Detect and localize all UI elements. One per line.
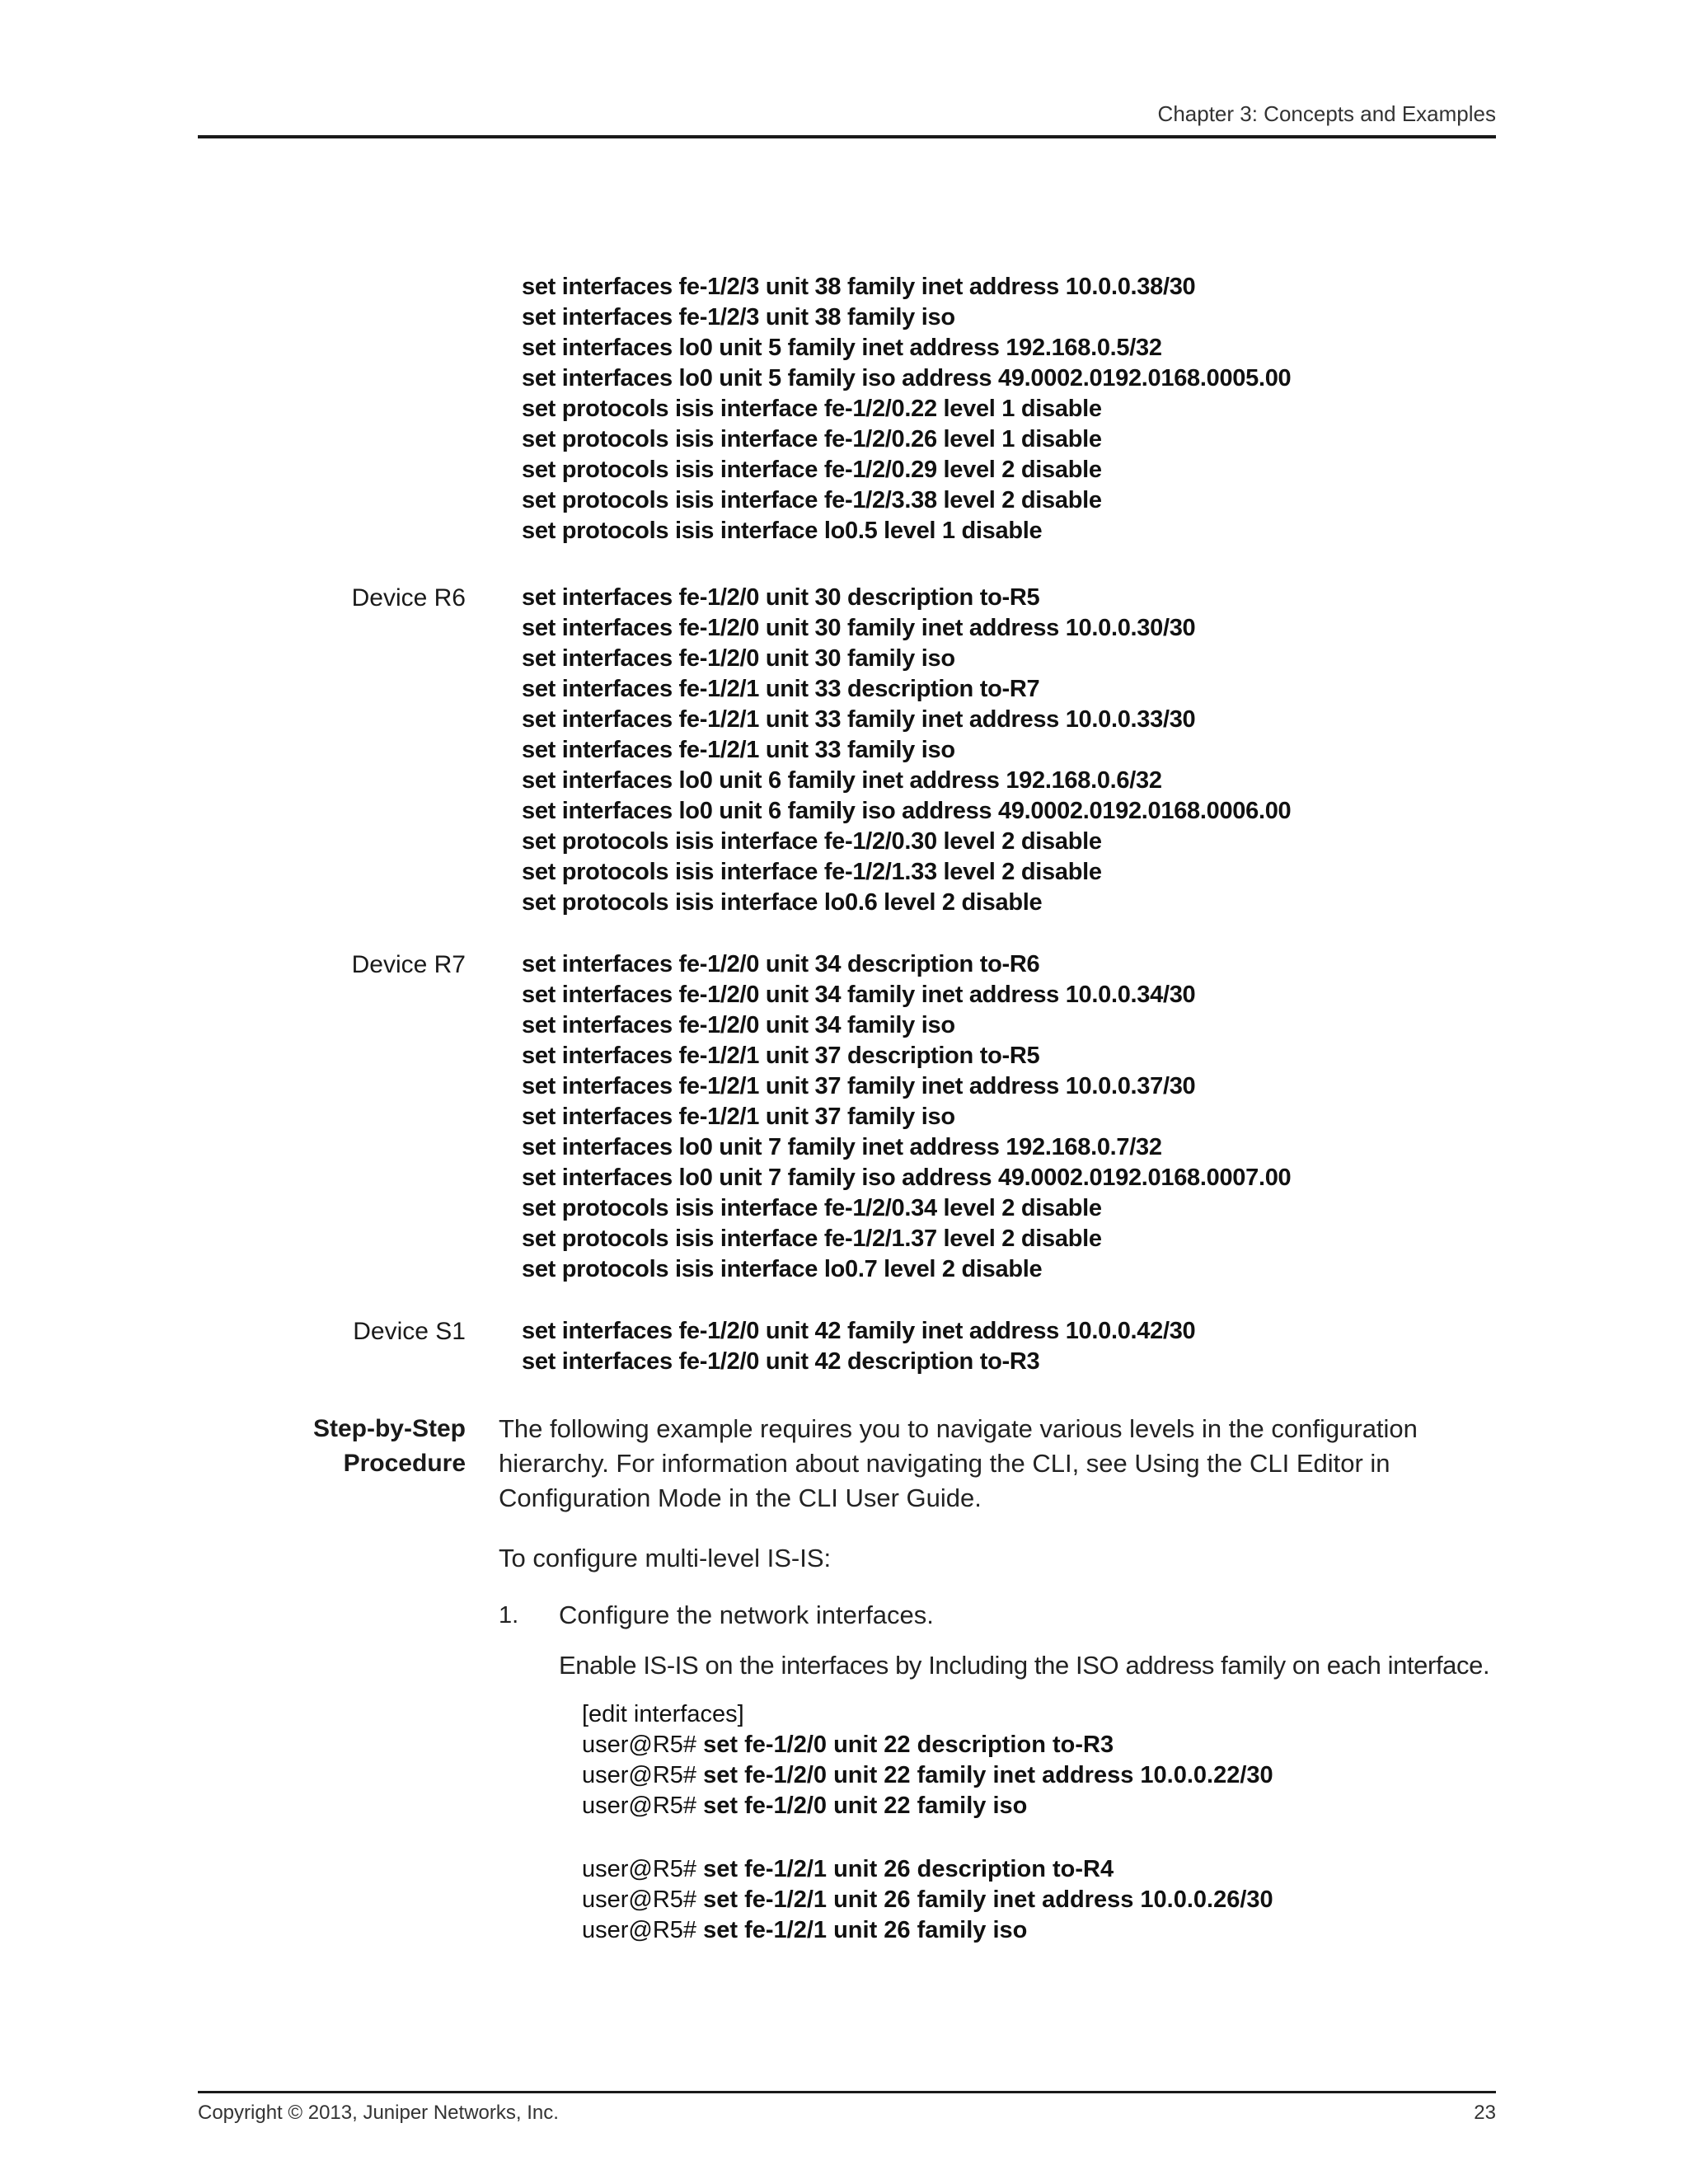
step-number: 1. [499, 1602, 519, 1629]
procedure-label [235, 1412, 466, 1481]
cli-block-1 [582, 1699, 1273, 1821]
r5-config-continued [522, 272, 1291, 546]
procedure-label-line2: Procedure [343, 1450, 466, 1477]
page-number: 23 [1474, 2102, 1496, 2124]
cli-prompt: user@R5# [582, 1732, 697, 1758]
code-line: set interfaces lo0 unit 5 family inet address 192.168.0.5/32 [522, 335, 1162, 361]
code-line: set protocols isis interface fe-1/2/1.33 level 2 disable [522, 859, 1102, 885]
cli-line [582, 1730, 1273, 1760]
cli-line [582, 1915, 1273, 1946]
code-line: set interfaces lo0 unit 7 family iso address 49.0002.0192.0168.0007.00 [522, 1165, 1292, 1191]
code-line: set interfaces lo0 unit 5 family iso address 49.0002.0192.0168.0005.00 [522, 365, 1292, 391]
code-line: set interfaces fe-1/2/0 unit 30 family iso [522, 645, 955, 672]
code-line: set interfaces lo0 unit 7 family inet address 192.168.0.7/32 [522, 1134, 1162, 1160]
code-line: set interfaces fe-1/2/1 unit 37 family iso [522, 1104, 955, 1130]
copyright: Copyright © 2013, Juniper Networks, Inc. [198, 2102, 559, 2124]
code-line: set protocols isis interface fe-1/2/0.22 level 1 disable [522, 396, 1102, 422]
page-footer [198, 2091, 1496, 2123]
code-line: set interfaces fe-1/2/0 unit 30 description to-R5 [522, 584, 1040, 611]
cli-prompt: user@R5# [582, 1762, 697, 1788]
intro-line: Configuration Mode in the CLI User Guide. [499, 1483, 982, 1512]
step-text: Configure the network interfaces. [559, 1601, 934, 1629]
device-s1-config [522, 1316, 1195, 1377]
code-line: set protocols isis interface lo0.6 level 2 disable [522, 889, 1043, 916]
cli-line [582, 1791, 1273, 1821]
cli-block-2 [582, 1854, 1273, 1946]
cli-command: set fe-1/2/0 unit 22 description to-R3 [703, 1732, 1114, 1758]
code-line: set interfaces fe-1/2/0 unit 34 family iso [522, 1012, 955, 1038]
device-r6-config [522, 583, 1291, 918]
code-line: set interfaces fe-1/2/0 unit 30 family inet address 10.0.0.30/30 [522, 615, 1196, 641]
cli-prompt: user@R5# [582, 1856, 697, 1882]
code-line: set interfaces fe-1/2/0 unit 34 description to-R6 [522, 951, 1040, 977]
code-line: set interfaces lo0 unit 6 family iso address 49.0002.0192.0168.0006.00 [522, 798, 1292, 824]
code-line: set protocols isis interface fe-1/2/0.34 level 2 disable [522, 1195, 1102, 1221]
device-r7-label: Device R7 [351, 951, 466, 978]
code-line: set protocols isis interface fe-1/2/1.37 level 2 disable [522, 1226, 1102, 1252]
cli-command: set fe-1/2/1 unit 26 family iso [703, 1917, 1028, 1943]
page-header [198, 99, 1496, 138]
code-line: set interfaces fe-1/2/1 unit 33 description to-R7 [522, 676, 1040, 702]
code-line: set protocols isis interface fe-1/2/3.38 level 2 disable [522, 487, 1102, 513]
code-line: set interfaces fe-1/2/1 unit 37 family inet address 10.0.0.37/30 [522, 1073, 1196, 1099]
cli-command: set fe-1/2/0 unit 22 family inet address 10.0.0.22/30 [703, 1762, 1273, 1788]
code-line: set interfaces fe-1/2/0 unit 42 description to-R3 [522, 1348, 1040, 1375]
device-r7-config [522, 949, 1291, 1285]
intro-line: hierarchy. For information about navigating the CLI, see Using the CLI Editor in [499, 1449, 1390, 1478]
code-line: set interfaces lo0 unit 6 family inet address 192.168.0.6/32 [522, 767, 1162, 794]
cli-command: set fe-1/2/0 unit 22 family iso [703, 1793, 1028, 1819]
cli-line [582, 1854, 1273, 1885]
cli-prompt: user@R5# [582, 1886, 697, 1913]
code-line: set protocols isis interface fe-1/2/0.26 level 1 disable [522, 426, 1102, 452]
code-line: set interfaces fe-1/2/3 unit 38 family inet address 10.0.0.38/30 [522, 274, 1196, 300]
intro-line: The following example requires you to navigate various levels in the configuration [499, 1414, 1418, 1443]
code-line: set interfaces fe-1/2/0 unit 34 family inet address 10.0.0.34/30 [522, 982, 1196, 1008]
code-line: set interfaces fe-1/2/0 unit 42 family inet address 10.0.0.42/30 [522, 1318, 1196, 1344]
code-line: set protocols isis interface fe-1/2/0.29 level 2 disable [522, 457, 1102, 483]
cli-prompt: user@R5# [582, 1793, 697, 1819]
to-configure-text: To configure multi-level IS-IS: [499, 1544, 832, 1572]
procedure-intro [499, 1412, 1500, 1516]
code-line: set interfaces fe-1/2/1 unit 37 description to-R5 [522, 1043, 1040, 1069]
code-line: set interfaces fe-1/2/1 unit 33 family inet address 10.0.0.33/30 [522, 706, 1196, 733]
cli-command: set fe-1/2/1 unit 26 description to-R4 [703, 1856, 1114, 1882]
code-line: set interfaces fe-1/2/1 unit 33 family iso [522, 737, 955, 763]
code-line: set protocols isis interface lo0.7 level 2 disable [522, 1256, 1043, 1282]
chapter-title: Chapter 3: Concepts and Examples [1157, 101, 1496, 126]
cli-command: set fe-1/2/1 unit 26 family inet address 10.0.0.26/30 [703, 1886, 1273, 1913]
step-subtext: Enable IS-IS on the interfaces by Including the ISO address family on each interface. [559, 1651, 1490, 1680]
code-line: set protocols isis interface lo0.5 level 1 disable [522, 518, 1043, 544]
cli-line [582, 1885, 1273, 1915]
device-r6-label: Device R6 [351, 584, 466, 612]
cli-prompt: user@R5# [582, 1917, 697, 1943]
cli-line [582, 1760, 1273, 1791]
cli-context: [edit interfaces] [582, 1701, 744, 1727]
code-line: set interfaces fe-1/2/3 unit 38 family iso [522, 304, 955, 330]
code-line: set protocols isis interface fe-1/2/0.30 level 2 disable [522, 828, 1102, 855]
procedure-label-line1: Step-by-Step [312, 1415, 466, 1442]
device-s1-label: Device S1 [353, 1318, 466, 1345]
